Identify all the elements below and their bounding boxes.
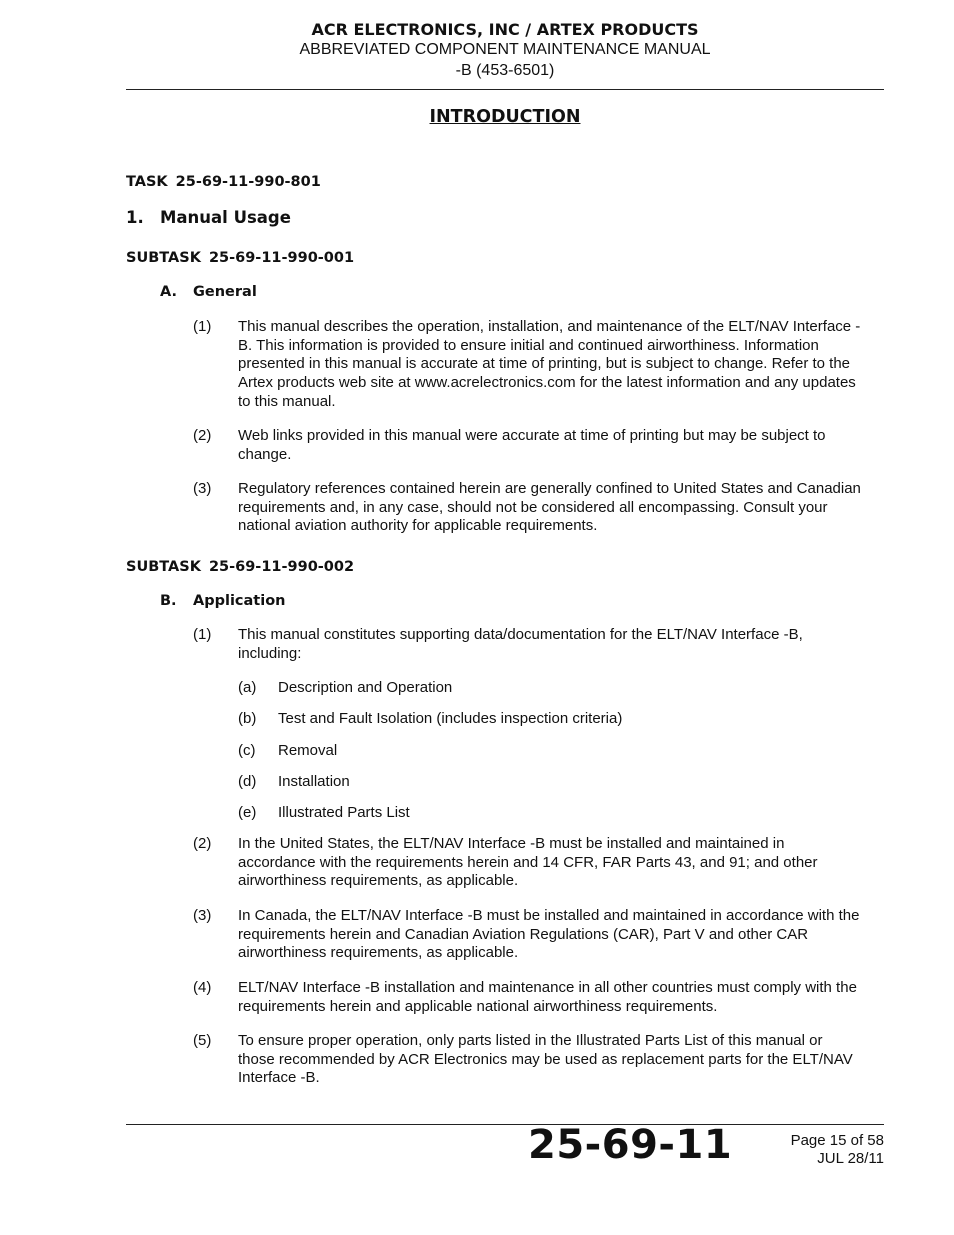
item-number: (1) — [193, 318, 212, 335]
section-title: Manual Usage — [160, 208, 291, 227]
item-number: (2) — [193, 427, 212, 444]
footer-chapter-code: 25-69-11 — [528, 1122, 733, 1168]
section-number: 1. — [126, 208, 144, 227]
text-line: B. This information is provided to ensure initial and continued airworthiness. Information — [238, 336, 819, 354]
subitem-text: Description and Operation — [278, 679, 453, 696]
paragraph-general-1 — [238, 318, 888, 412]
text-line: In the United States, the ELT/NAV Interface -B must be installed and maintained in — [238, 835, 785, 852]
task-code: 25-69-11-990-801 — [175, 174, 321, 190]
text-line: requirements herein and Canadian Aviation Regulations (CAR), Part V and other CAR — [238, 925, 809, 943]
text-line: This manual describes the operation, installation, and maintenance of the ELT/NAV Interface - — [238, 318, 861, 335]
subtask-1-heading — [126, 250, 354, 266]
paragraph-application-4 — [238, 979, 888, 1016]
text-line: To ensure proper operation, only parts listed in the Illustrated Parts List of this manual or — [238, 1032, 823, 1049]
footer-page-number: Page 15 of 58 — [790, 1132, 884, 1149]
footer-page-info — [791, 1132, 884, 1168]
header-company: ACR ELECTRONICS, INC / ARTEX PRODUCTS — [311, 20, 699, 39]
subtask-2-heading — [126, 559, 354, 575]
subitem-number: (a) — [238, 679, 257, 696]
text-line: accordance with the requirements herein and 14 CFR, FAR Parts 43, and 91; and other — [238, 853, 818, 871]
text-line: requirements and, in any case, should not be considered all encompassing. Consult your — [238, 498, 828, 516]
text-line: requirements herein and applicable national airworthiness requirements. — [238, 997, 718, 1015]
subitem-number: (e) — [238, 804, 257, 821]
subitem-number: (c) — [238, 742, 256, 759]
subitem-text: Illustrated Parts List — [278, 804, 410, 821]
paragraph-general-3 — [238, 480, 888, 536]
text-line: airworthiness requirements, as applicable. — [238, 872, 519, 890]
paragraph-application-1 — [238, 626, 888, 663]
text-line: Regulatory references contained herein are generally confined to United States and Canadian — [238, 480, 861, 497]
subitem-number: (b) — [238, 710, 257, 727]
paragraph-application-2 — [238, 835, 888, 891]
task-heading — [126, 174, 321, 190]
subitem-text: Test and Fault Isolation (includes inspection criteria) — [278, 710, 623, 727]
header-model: -B (453-6501) — [455, 62, 555, 79]
page-title: INTRODUCTION — [429, 107, 581, 127]
subsection-heading-application: Application — [193, 593, 286, 609]
paragraph-general-2 — [238, 427, 888, 464]
item-number: (2) — [193, 835, 212, 852]
subtask-2-code: 25-69-11-990-002 — [208, 559, 355, 575]
subsection-heading-general: General — [193, 284, 257, 300]
text-line: ELT/NAV Interface -B installation and maintenance in all other countries must comply with the — [238, 979, 857, 996]
paragraph-application-3 — [238, 907, 888, 963]
item-number: (3) — [193, 480, 212, 497]
text-line: Artex products web site at www.acrelectronics.com for the latest information and any updates — [238, 374, 856, 392]
text-line: change. — [238, 445, 292, 463]
text-line: Interface -B. — [238, 1069, 320, 1087]
footer-divider — [126, 1124, 884, 1125]
paragraph-application-5 — [238, 1032, 888, 1088]
header-manual-title: ABBREVIATED COMPONENT MAINTENANCE MANUAL — [299, 41, 711, 58]
subtask-2-label: SUBTASK — [126, 559, 201, 575]
item-number: (4) — [193, 979, 212, 996]
subitem-text: Removal — [278, 742, 338, 759]
subitem-text: Installation — [278, 773, 350, 790]
subtask-1-label: SUBTASK — [126, 250, 201, 266]
text-line: to this manual. — [238, 392, 336, 410]
text-line: This manual constitutes supporting data/documentation for the ELT/NAV Interface -B, — [238, 626, 803, 643]
item-number: (5) — [193, 1032, 212, 1049]
subsection-letter-a: A. — [160, 284, 177, 300]
text-line: In Canada, the ELT/NAV Interface -B must be installed and maintained in accordance with the — [238, 907, 860, 924]
task-label: TASK — [126, 174, 168, 190]
text-line: those recommended by ACR Electronics may be used as replacement parts for the ELT/NAV — [238, 1050, 853, 1068]
text-line: Web links provided in this manual were accurate at time of printing but may be subject to — [238, 427, 826, 444]
subitem-number: (d) — [238, 773, 257, 790]
item-number: (3) — [193, 907, 212, 924]
subtask-1-code: 25-69-11-990-001 — [208, 250, 355, 266]
text-line: airworthiness requirements, as applicable. — [238, 944, 519, 962]
footer-date: JUL 28/11 — [817, 1150, 884, 1167]
header-divider — [126, 89, 884, 90]
item-number: (1) — [193, 626, 212, 643]
text-line: presented in this manual is accurate at time of printing, but is subject to change. Refer to the — [238, 355, 851, 373]
text-line: including: — [238, 644, 302, 662]
text-line: national aviation authority for applicable requirements. — [238, 517, 598, 535]
subsection-letter-b: B. — [160, 593, 177, 609]
